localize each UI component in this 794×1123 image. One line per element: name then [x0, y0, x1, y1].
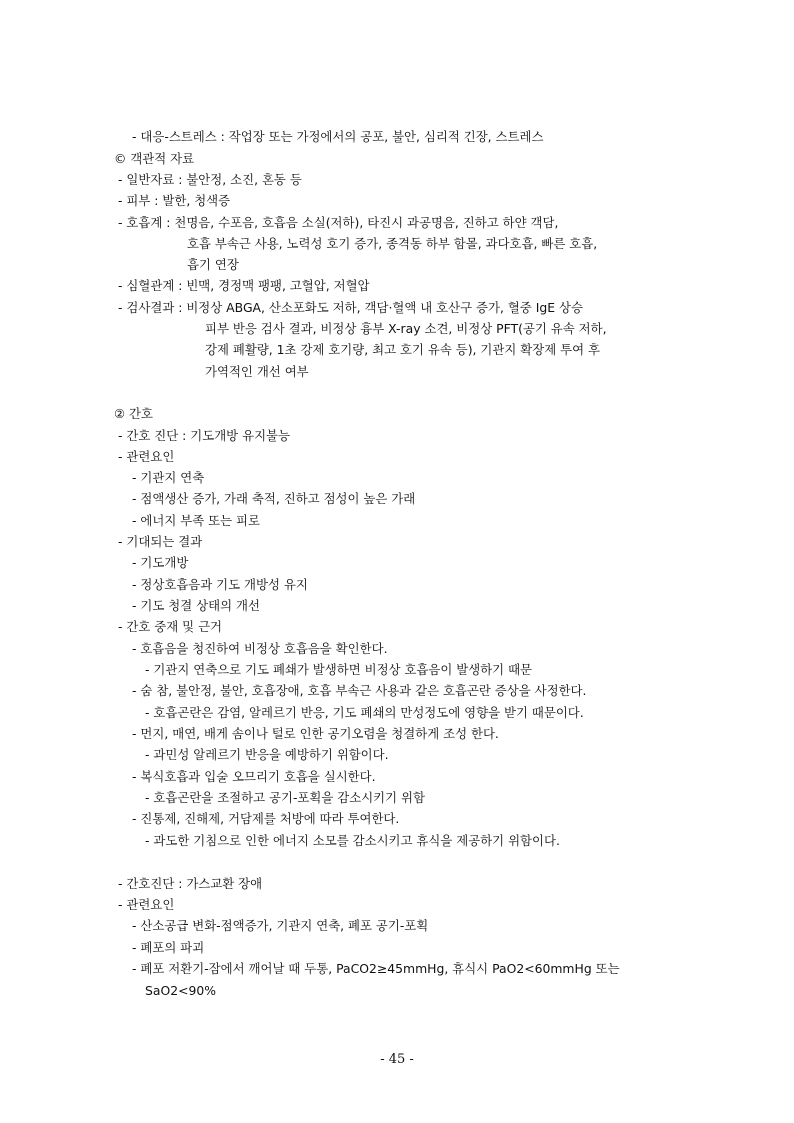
- list-item: - 폐포의 파괴: [132, 940, 205, 955]
- text-line: - 심혈관계 : 빈맥, 경정맥 팽팽, 고혈압, 저혈압: [118, 278, 370, 293]
- list-item: - 산소공급 변화-점액증가, 기관지 연축, 폐포 공기-포획: [132, 918, 429, 933]
- text-line: - 피부 : 발한, 청색증: [118, 193, 231, 208]
- page-number: - 45 -: [380, 1052, 414, 1067]
- list-item: - 기관지 연축: [132, 470, 205, 485]
- text-line-continued: 흡기 연장: [187, 257, 239, 272]
- list-item: - 먼지, 매연, 배게 솜이나 털로 인한 공기오렴을 청결하게 조성 한다.: [132, 726, 499, 741]
- rationale-item: - 호흡곤란을 조절하고 공기-포획을 감소시키기 위함: [145, 790, 425, 805]
- rationale-item: - 과도한 기침으로 인한 에너지 소모를 감소시키고 휴식을 제공하기 위함이다.: [145, 833, 560, 848]
- text-line: - 관련요인: [118, 449, 175, 464]
- list-item: - 기도 청결 상태의 개선: [132, 598, 260, 613]
- text-line-continued: 강제 폐활량, 1초 강제 호기량, 최고 호기 유속 등), 기관지 확장제 투여 후: [205, 342, 600, 357]
- list-item: - 폐포 저환기-잠에서 깨어날 때 두통, PaCO2≥45mmHg, 휴식시 PaO2<60mmHg 또는: [132, 961, 620, 976]
- text-line-continued: 피부 반응 검사 결과, 비정상 흉부 X-ray 소견, 비정상 PFT(공기 유속 저하,: [205, 321, 607, 336]
- section-heading: ② 간호: [114, 406, 153, 421]
- section-heading: © 객관적 자료: [114, 151, 195, 166]
- list-item: - 기도개방: [132, 555, 189, 570]
- list-item: - 진통제, 진해제, 거담제를 처방에 따라 투여한다.: [132, 811, 400, 826]
- text-line: - 간호 중재 및 근거: [118, 619, 223, 634]
- text-line: - 간호진단 : 가스교환 장애: [118, 876, 263, 891]
- text-line: - 일반자료 : 불안정, 소진, 혼동 등: [118, 172, 302, 187]
- text-line: - 대응-스트레스 : 작업장 또는 가정에서의 공포, 불안, 심리적 긴장, 스트레스: [132, 129, 544, 144]
- list-item: - 에너지 부족 또는 피로: [132, 513, 260, 528]
- rationale-item: - 기관지 연축으로 기도 폐쇄가 발생하면 비정상 호흡음이 발생하기 때문: [145, 662, 533, 677]
- rationale-item: - 과민성 알레르기 반응을 예방하기 위함이다.: [145, 747, 389, 762]
- text-line: - 호흡계 : 천명음, 수포음, 호흡음 소실(저하), 타진시 과공명음, 진하고 하얀 객담,: [118, 215, 559, 230]
- text-line: - 기대되는 결과: [118, 534, 203, 549]
- list-item: - 정상호흡음과 기도 개방성 유지: [132, 577, 308, 592]
- rationale-item: - 호흡곤란은 감염, 알레르기 반응, 기도 폐쇄의 만성정도에 영향을 받기 때문이다.: [145, 705, 584, 720]
- text-line: - 검사결과 : 비정상 ABGA, 산소포화도 저하, 객담·혈액 내 호산구 증가, 혈중 IgE 상승: [118, 300, 583, 315]
- text-line-continued: 가역적인 개선 여부: [205, 364, 309, 379]
- text-line-continued: 호흡 부속근 사용, 노력성 호기 증가, 종격동 하부 함몰, 과다호흡, 빠른 호흡,: [187, 236, 598, 251]
- list-item: - 숨 참, 불안정, 불안, 호흡장애, 호흡 부속근 사용과 같은 호흡곤란 증상을 사정한다.: [132, 683, 587, 698]
- list-item: - 호흡음을 청진하여 비정상 호흡음을 확인한다.: [132, 641, 388, 656]
- text-line: - 간호 진단 : 기도개방 유지불능: [118, 428, 290, 443]
- text-line-continued: SaO2<90%: [145, 983, 217, 998]
- list-item: - 점액생산 증가, 가래 축적, 진하고 점성이 높은 가래: [132, 491, 416, 506]
- text-line: - 관련요인: [118, 897, 175, 912]
- list-item: - 복식호흡과 입술 오므리기 호흡을 실시한다.: [132, 769, 376, 784]
